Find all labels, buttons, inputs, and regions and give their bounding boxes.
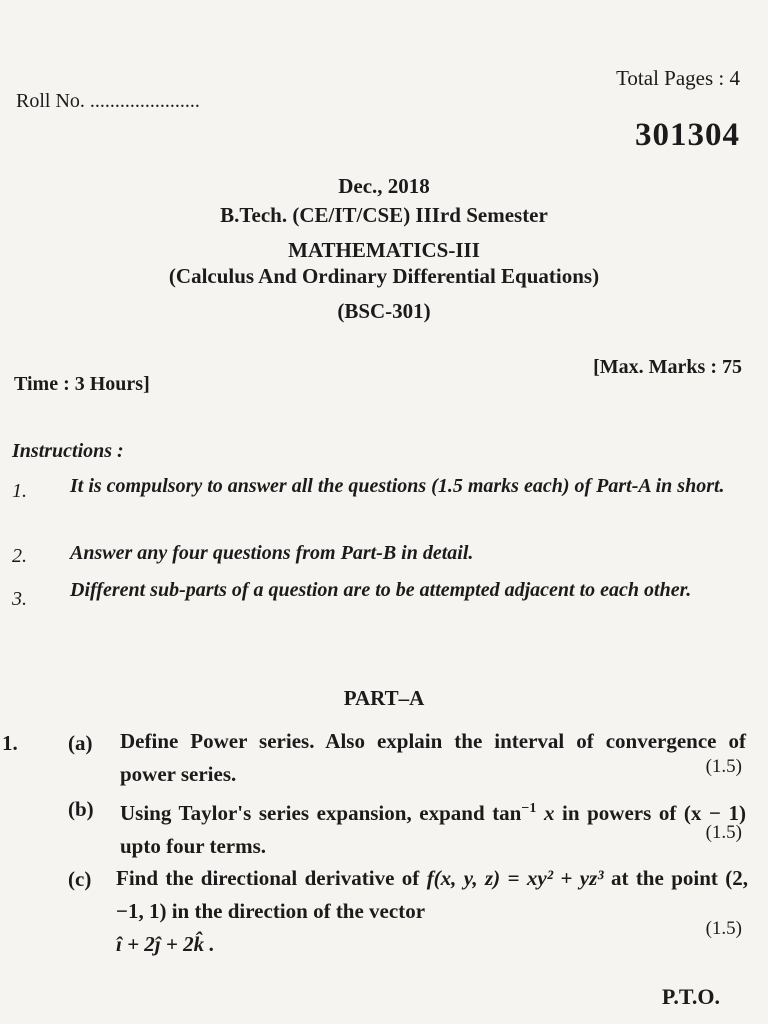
question-number: 1. bbox=[2, 731, 18, 755]
instruction-text: Different sub-parts of a question are to be attempted adjacent to each other. bbox=[70, 579, 692, 601]
question-1c-text bbox=[116, 862, 748, 961]
question-1b-text-end: in powers of (x − 1) upto four terms. bbox=[120, 801, 746, 858]
question-1b-text bbox=[120, 792, 746, 863]
instruction-number: 2. bbox=[12, 545, 27, 567]
part-a-heading: PART–A bbox=[343, 686, 425, 710]
total-pages: Total Pages : 4 bbox=[616, 66, 740, 90]
question-1a-text: Define Power series. Also explain the interval of convergence of power series. bbox=[120, 729, 746, 786]
inverse-exponent: −1 bbox=[521, 801, 537, 816]
instruction-text: Answer any four questions from Part-B in detail. bbox=[70, 542, 474, 564]
course-code: (BSC-301) bbox=[337, 299, 431, 323]
question-1c-text-end: at the point (2, −1, 1) in the direction of the vector bbox=[116, 866, 749, 923]
max-marks: [Max. Marks : 75 bbox=[593, 356, 742, 378]
question-1a-marks: (1.5) bbox=[705, 756, 742, 777]
paper-code: 301304 bbox=[635, 117, 740, 153]
roll-number-field: Roll No. ...................... bbox=[16, 90, 200, 112]
variable-x: x bbox=[543, 801, 555, 825]
subject-subtitle: (Calculus And Ordinary Differential Equations) bbox=[168, 264, 600, 288]
question-1b-marks: (1.5) bbox=[705, 822, 742, 843]
instruction-number: 1. bbox=[12, 480, 27, 502]
page-turn-note: P.T.O. bbox=[661, 984, 720, 1009]
subpart-label: (c) bbox=[68, 867, 92, 891]
instruction-number: 3. bbox=[12, 588, 27, 610]
direction-vector: î + 2ĵ + 2k̂ . bbox=[116, 932, 215, 956]
subpart-label: (a) bbox=[68, 731, 93, 755]
question-1c-marks: (1.5) bbox=[705, 918, 742, 939]
function-expression: f(x, y, z) = xy² + yz³ bbox=[426, 866, 604, 890]
subpart-label: (b) bbox=[68, 797, 94, 821]
course-title: B.Tech. (CE/IT/CSE) IIIrd Semester bbox=[220, 203, 548, 227]
exam-date: Dec., 2018 bbox=[338, 174, 430, 198]
question-1b-text-start: Using Taylor's series expansion, expand tan bbox=[120, 801, 522, 825]
question-1c-text-start: Find the directional derivative of bbox=[116, 866, 420, 890]
instruction-text: It is compulsory to answer all the questions (1.5 marks each) of Part-A in short. bbox=[70, 475, 725, 497]
exam-time: Time : 3 Hours] bbox=[14, 373, 150, 395]
instructions-heading: Instructions : bbox=[12, 440, 124, 462]
subject-title: MATHEMATICS-III bbox=[288, 238, 480, 262]
